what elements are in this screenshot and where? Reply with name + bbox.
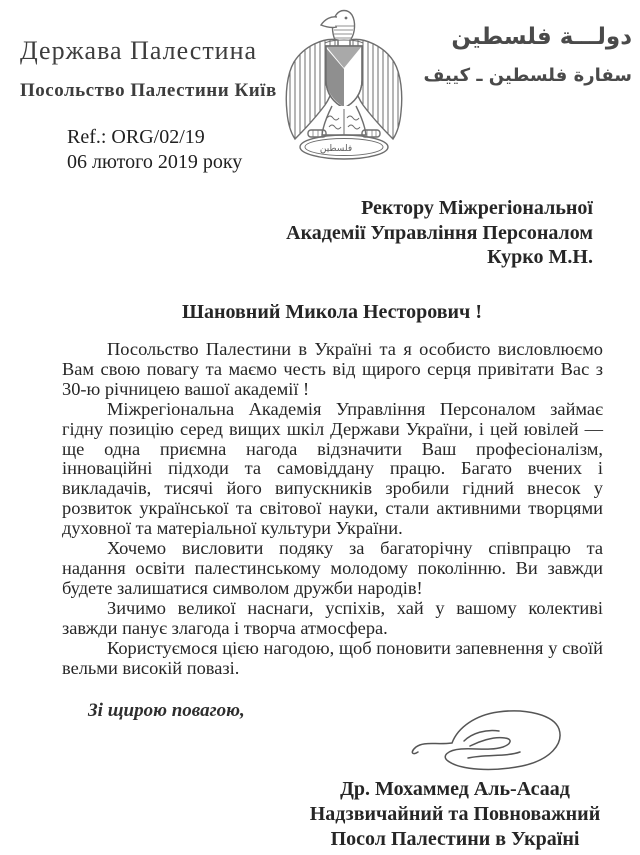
palestine-coat-of-arms-icon (280, 5, 408, 163)
signatory-title-line: Посол Палестини в Україні (330, 828, 580, 850)
sender-office-name: Посольство Палестини Київ (20, 80, 277, 101)
letter-date: 06 лютого 2019 року (67, 151, 243, 173)
sender-country-name-arabic: دولـــة فلسطين (451, 24, 632, 50)
salutation: Шановний Микола Несторович ! (182, 301, 482, 323)
recipient-block (286, 196, 593, 270)
recipient-line: Ректору Міжрегіональної (361, 197, 593, 219)
reference-number: Ref.: ORG/02/19 (67, 126, 205, 148)
recipient-line: Академії Управління Персоналом (286, 221, 593, 244)
emblem-banner-text: فلسطين (319, 144, 353, 154)
signatory-title-line: Надзвичайний та Повноважний (309, 803, 601, 825)
signatory-block (305, 777, 605, 852)
paragraph: Користуємося цією нагодою, щоб поновити запевнення у своїй вельми високій повазі. (62, 637, 603, 678)
recipient-line: Курко М.Н. (487, 246, 593, 268)
paragraph: Зичимо великої наснаги, успіхів, хай у вашому колективі завжди панує злагода і творча атмосфера. (62, 597, 603, 638)
closing-phrase: Зі щирою повагою, (88, 700, 245, 721)
paragraph: Міжрегіональна Академія Управління Персоналом займає гідну позицію серед вищих шкіл Держави України, і цей ювілей — ще одна приємна нагода відзначити Ваш професіоналізм, інноваційні підходи та самовіддану працю. Багато вчених і викладачів, тисячі його випускників зробили гідний внесок у розвиток української та світової науки, стали активними творцями духовної та матеріальної культури України. (62, 398, 603, 539)
sender-country-name: Держава Палестина (20, 36, 258, 65)
sender-office-name-arabic: سفارة فلسطين ـ كييف (423, 65, 632, 86)
paragraph: Посольство Палестини в Україні та я особисто висловлюємо Вам свою повагу та маємо честь від щирого серця привітати Вас з 30-ю річницею вашої академії ! (62, 339, 603, 399)
signatory-name: Др. Мохаммед Аль-Асаад (340, 778, 570, 800)
paragraph: Хочемо висловити подяку за багаторічну співпрацю та надання освіти палестинському молодому поколінню. Ви завжди будете залишатися символом дружби народів! (62, 538, 603, 598)
handwritten-signature-icon (406, 704, 584, 784)
reference-block (67, 125, 242, 175)
letter-body (62, 340, 603, 678)
sender-arabic-block (422, 24, 632, 86)
